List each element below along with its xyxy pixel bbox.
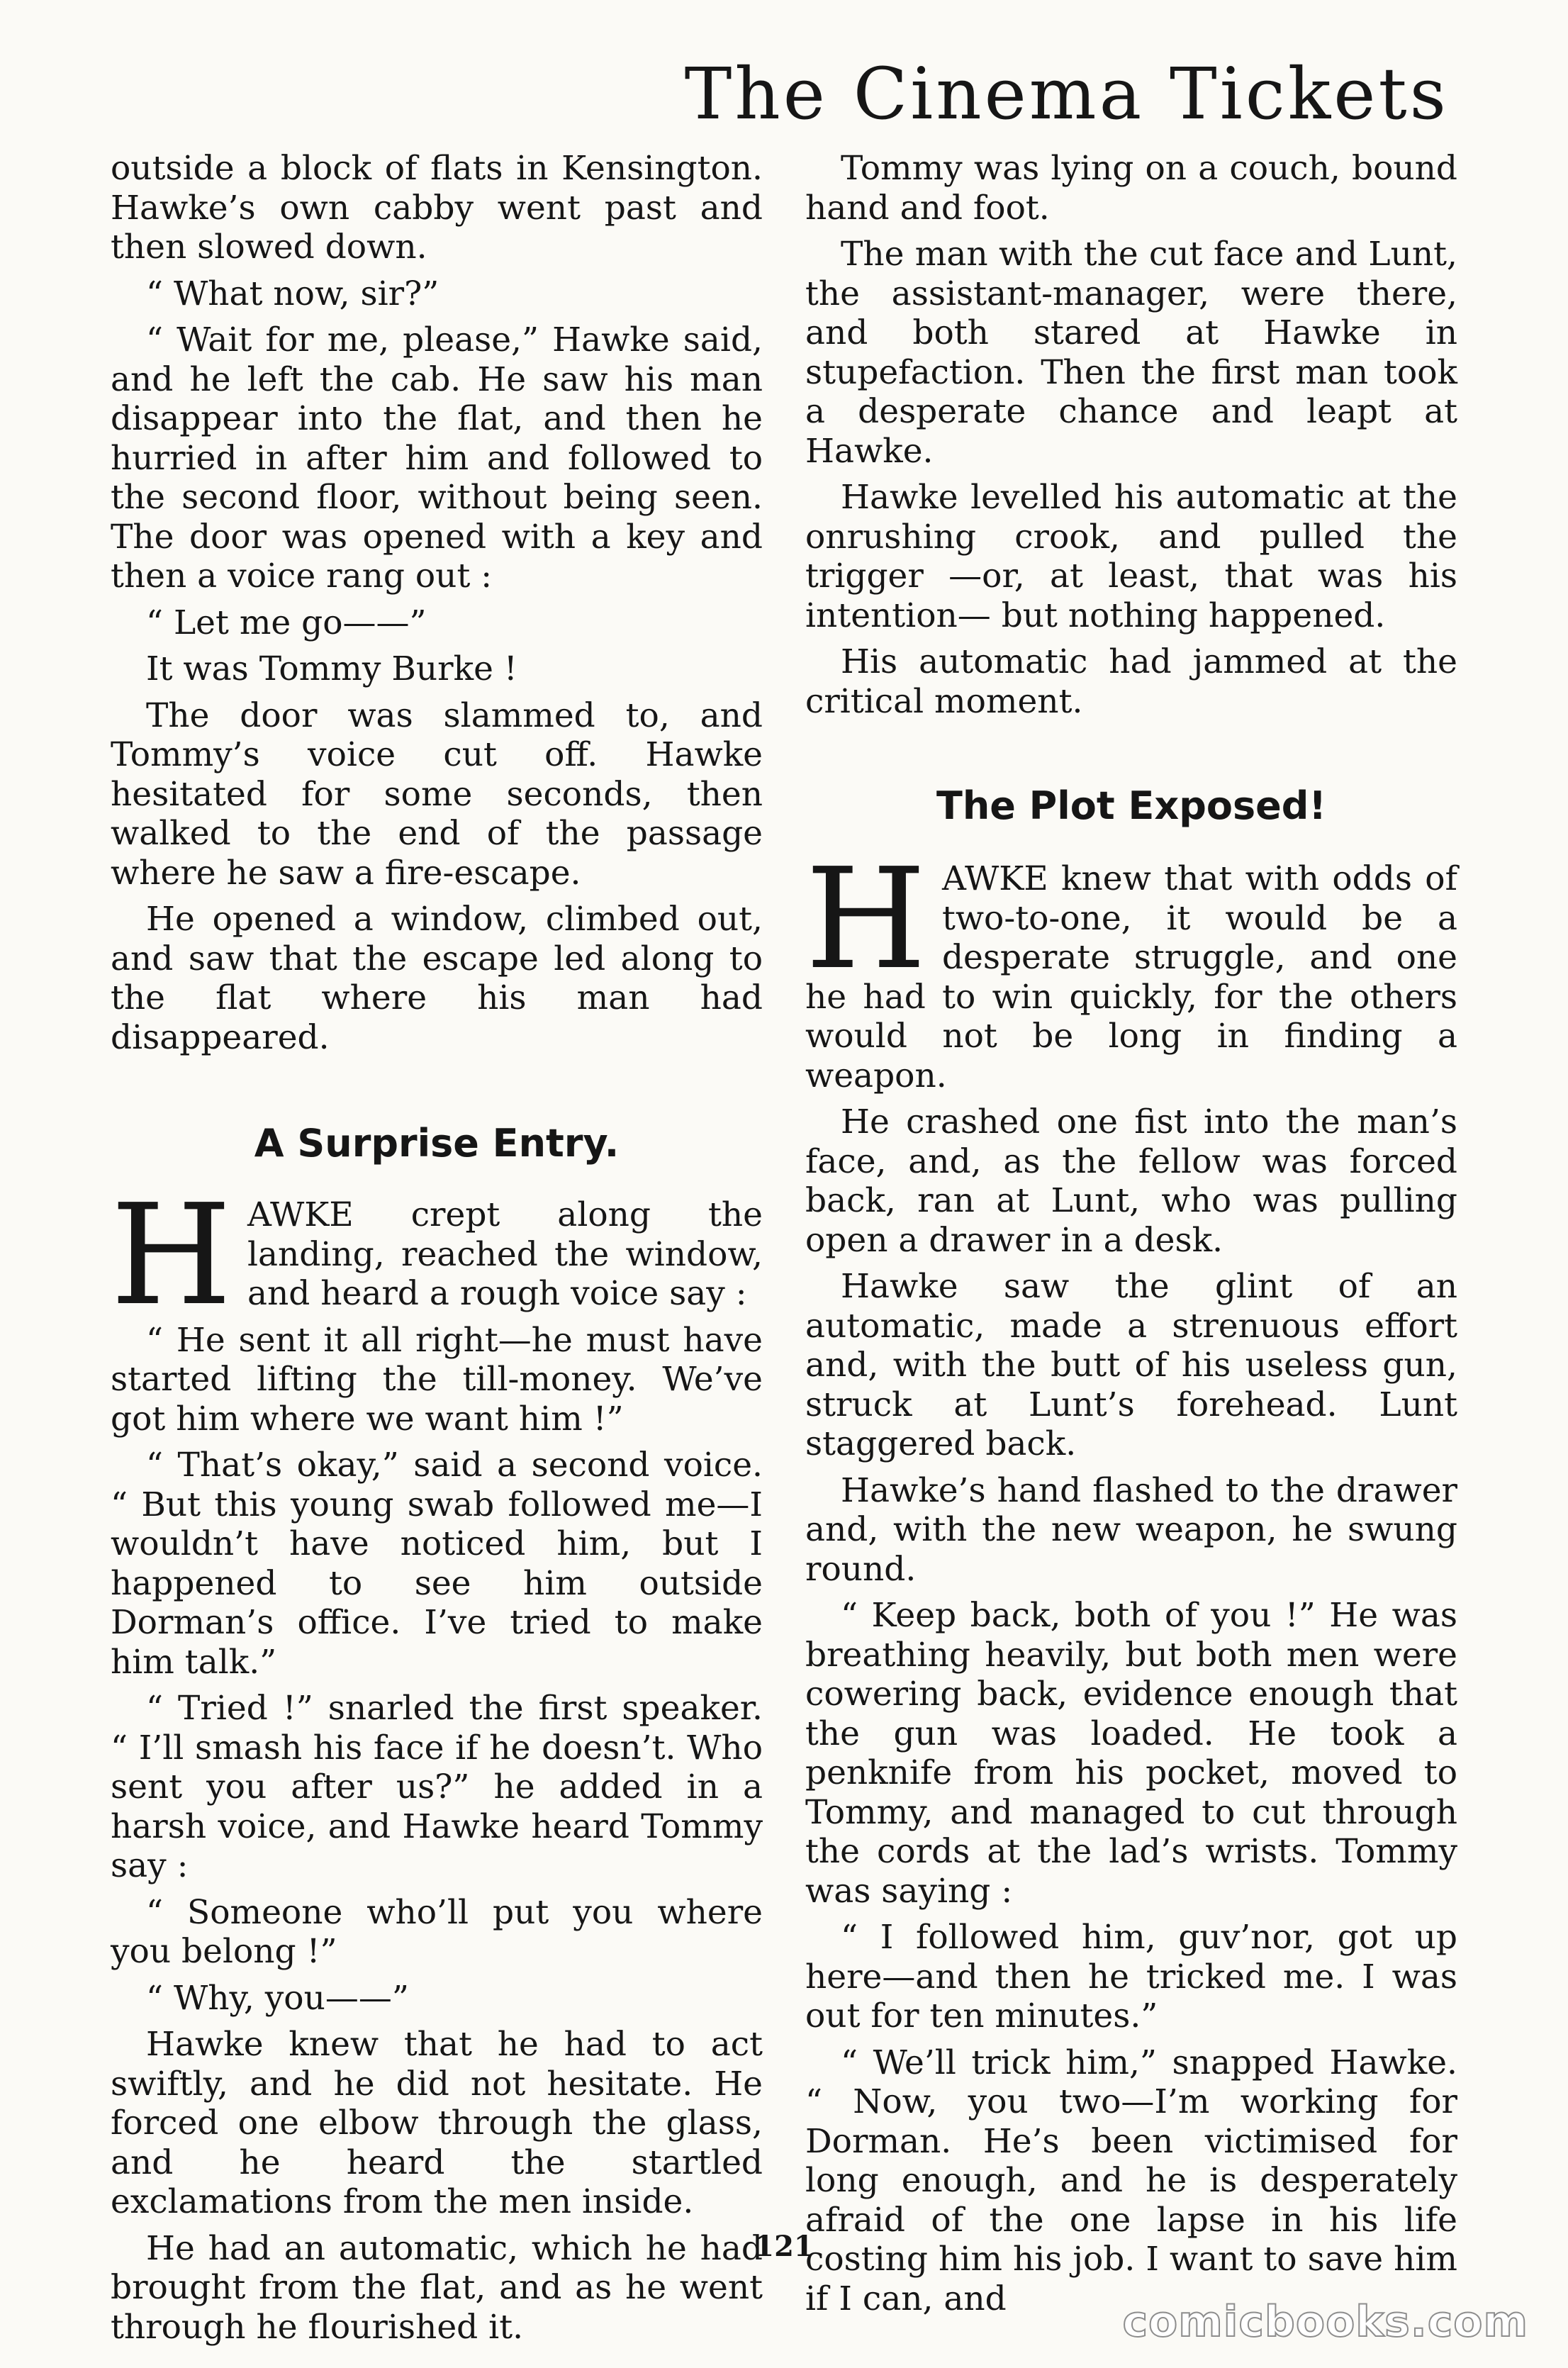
- drop-cap: H: [111, 1175, 232, 1337]
- paragraph: It was Tommy Burke !: [146, 649, 517, 688]
- paragraph: Hawke saw the glint of an automatic, made a strenuous effort and, with the butt of his useless gun, struck at Lunt’s forehead. Lunt staggered back.: [805, 1267, 1457, 1464]
- paragraph-text: AWKE crept along the landing, reached the window, and heard a rough voice say :: [247, 1195, 763, 1314]
- dropcap-paragraph: [805, 839, 1457, 1095]
- right-column: [805, 149, 1457, 2325]
- paragraph: Tommy was lying on a couch, bound hand and foot.: [805, 149, 1457, 228]
- watermark: comicbooks.com: [1122, 2297, 1528, 2347]
- dropcap-paragraph: [111, 1175, 763, 1337]
- paragraph: The door was slammed to, and Tommy’s voice cut off. Hawke hesitated for some seconds, then walked to the end of the passage where he saw a fire-escape.: [111, 696, 763, 893]
- section-heading: A Surprise Entry.: [254, 1121, 620, 1166]
- drop-cap: H: [805, 839, 926, 1001]
- paragraph: “ Why, you——”: [146, 1978, 409, 2018]
- paragraph: outside a block of flats in Kensington. Hawke’s own cabby went past and then slowed down.: [111, 149, 763, 267]
- paragraph: “ I followed him, guv’nor, got up here—and then he tricked me. I was out for ten minutes.”: [805, 1918, 1457, 2036]
- paragraph: “ Someone who’ll put you where you belong !”: [111, 1892, 763, 1972]
- paragraph: He opened a window, climbed out, and saw that the escape led along to the flat where his man had disappeared.: [111, 900, 763, 1057]
- paragraph: He crashed one fist into the man’s face, and, as the fellow was forced back, ran at Lunt, who was pulling open a drawer in a desk.: [805, 1102, 1457, 1260]
- page-number: 121: [754, 2230, 814, 2263]
- paragraph: The man with the cut face and Lunt, the assistant-manager, were there, and both stared at Hawke in stupefaction. Then the first man took a desperate chance and leapt at Hawke.: [805, 235, 1457, 471]
- paragraph: “ We’ll trick him,” snapped Hawke. “ Now, you two—I’m working for Dorman. He’s been victimised for long enough, and he is desperately afraid of the one lapse in his life costing him his job. I want to save him if I can, and: [805, 2043, 1457, 2318]
- section-heading: The Plot Exposed!: [936, 783, 1327, 828]
- paragraph-text: AWKE knew that with odds of two-to-one, it would be a desperate struggle, and one he had to win quickly, for the others would not be long in finding a weapon.: [805, 859, 1457, 1095]
- paragraph: “ Tried !” snarled the first speaker. “ I’ll smash his face if he doesn’t. Who sent you after us?” he added in a harsh voice, and Hawke heard Tommy say :: [111, 1689, 763, 1886]
- page-title: The Cinema Tickets: [684, 52, 1449, 135]
- paragraph: “ That’s okay,” said a second voice. “ But this young swab followed me—I wouldn’t have noticed him, but I happened to see him outside Dorman’s office. I’ve tried to make him talk.”: [111, 1446, 763, 1682]
- left-column: [111, 149, 763, 2354]
- paragraph: “ What now, sir?”: [146, 274, 439, 313]
- paragraph: Hawke’s hand flashed to the drawer and, with the new weapon, he swung round.: [805, 1470, 1457, 1589]
- paragraph: “ Let me go——”: [146, 603, 427, 642]
- paragraph: “ He sent it all right—he must have started lifting the till-money. We’ve got him where we want him !”: [111, 1320, 763, 1439]
- paragraph: He had an automatic, which he had brought from the flat, and as he went through he flourished it.: [111, 2228, 763, 2347]
- paragraph: “ Keep back, both of you !” He was breathing heavily, but both men were cowering back, evidence enough that the gun was loaded. He took a penknife from his pocket, moved to Tommy, and managed to cut through the cords at the lad’s wrists. Tommy was saying :: [805, 1596, 1457, 1911]
- paragraph: “ Wait for me, please,” Hawke said, and he left the cab. He saw his man disappear into the flat, and then he hurried in after him and followed to the second floor, without being seen. The door was opened with a key and then a voice rang out :: [111, 320, 763, 596]
- paragraph: Hawke knew that he had to act swiftly, and he did not hesitate. He forced one elbow through the glass, and he heard the startled exclamations from the men inside.: [111, 2025, 763, 2222]
- paragraph: His automatic had jammed at the critical moment.: [805, 642, 1457, 721]
- paragraph: Hawke levelled his automatic at the onrushing crook, and pulled the trigger —or, at least, that was his intention— but nothing happened.: [805, 478, 1457, 635]
